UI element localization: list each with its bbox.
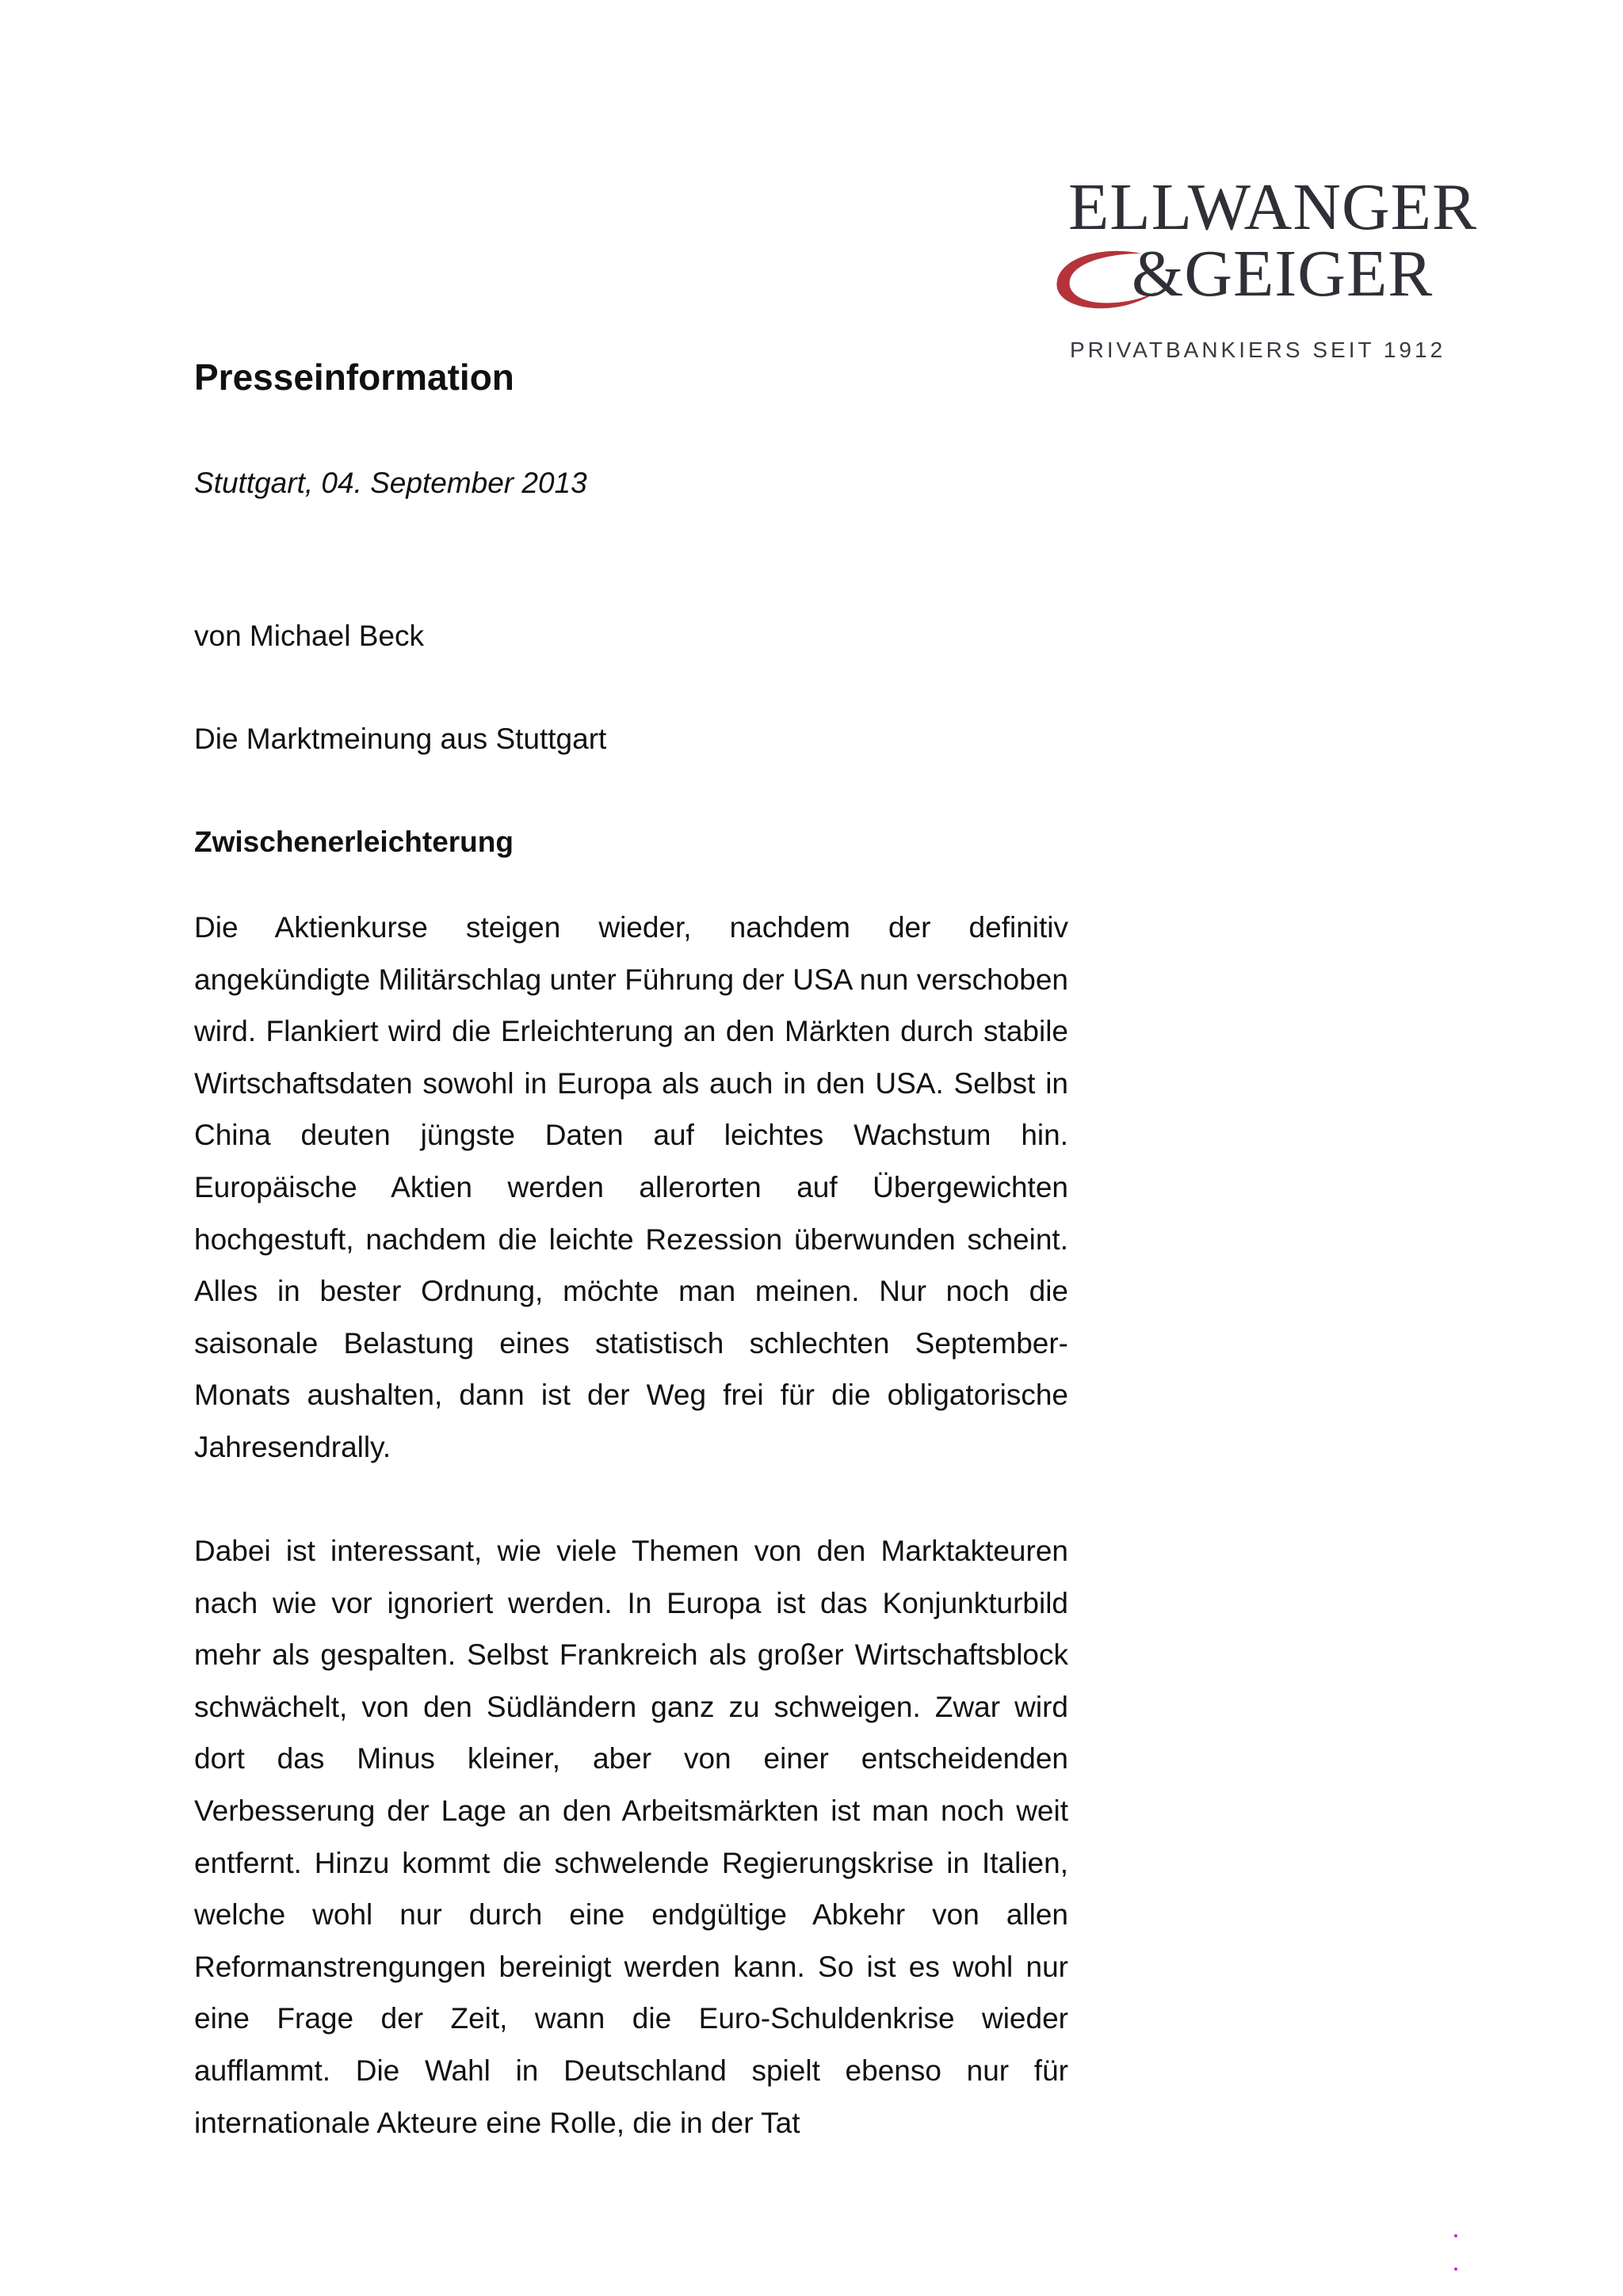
logo-tagline: PRIVATBANKIERS SEIT 1912 [1070, 338, 1446, 362]
company-logo [1030, 170, 1477, 372]
document-title: Presseinformation [194, 357, 514, 398]
logo-wordmark-line2: &GEIGER [1132, 237, 1434, 311]
body-paragraph: Dabei ist interessant, wie viele Themen von den Marktakteuren nach wie vor ignoriert werden. In Europa ist das Konjunkturbild mehr als gespalten. Selbst Frankreich als großer Wirtschaftsblock schwächelt, von den Südländern ganz zu schweigen. Zwar wird dort das Minus kleiner, aber von einer entscheidenden Verbesserung der Lage an den Arbeitsmärkten ist man noch weit entfernt. Hinzu kommt die schwelende Regierungskrise in Italien, welche wohl nur durch eine endgültige Abkehr von allen Reformanstrengungen bereinigt werden kann. So ist es wohl nur eine Frage der Zeit, wann die Euro-Schuldenkrise wieder aufflammt. Die Wahl in Deutschland spielt ebenso nur für internationale Akteure eine Rolle, die in der Tat [194, 1535, 1068, 2139]
dateline: Stuttgart, 04. September 2013 [194, 467, 587, 499]
logo-wordmark-line1: ELLWANGER [1068, 170, 1477, 244]
margin-marks [1452, 2228, 1460, 2275]
series-title: Die Marktmeinung aus Stuttgart [194, 723, 607, 755]
body-paragraph: Die Aktienkurse steigen wieder, nachdem der definitiv angekündigte Militärschlag unter Führung der USA nun verschoben wird. Flankiert wird die Erleichterung an den Märkten durch stabile Wirtschaftsdaten sowohl in Europa als auch in den USA. Selbst in China deuten jüngste Daten auf leichtes Wachstum hin. Europäische Aktien werden allerorten auf Übergewichten hochgestuft, nachdem die leichte Rezession überwunden scheint. Alles in bester Ordnung, möchte man meinen. Nur noch die saisonale Belastung eines statistisch schlechten September-Monats aushalten, dann ist der Weg frei für die obligatorische Jahresendrally. [194, 911, 1068, 1463]
article-headline: Zwischenerleichterung [194, 826, 514, 858]
author-line: von Michael Beck [194, 620, 424, 652]
